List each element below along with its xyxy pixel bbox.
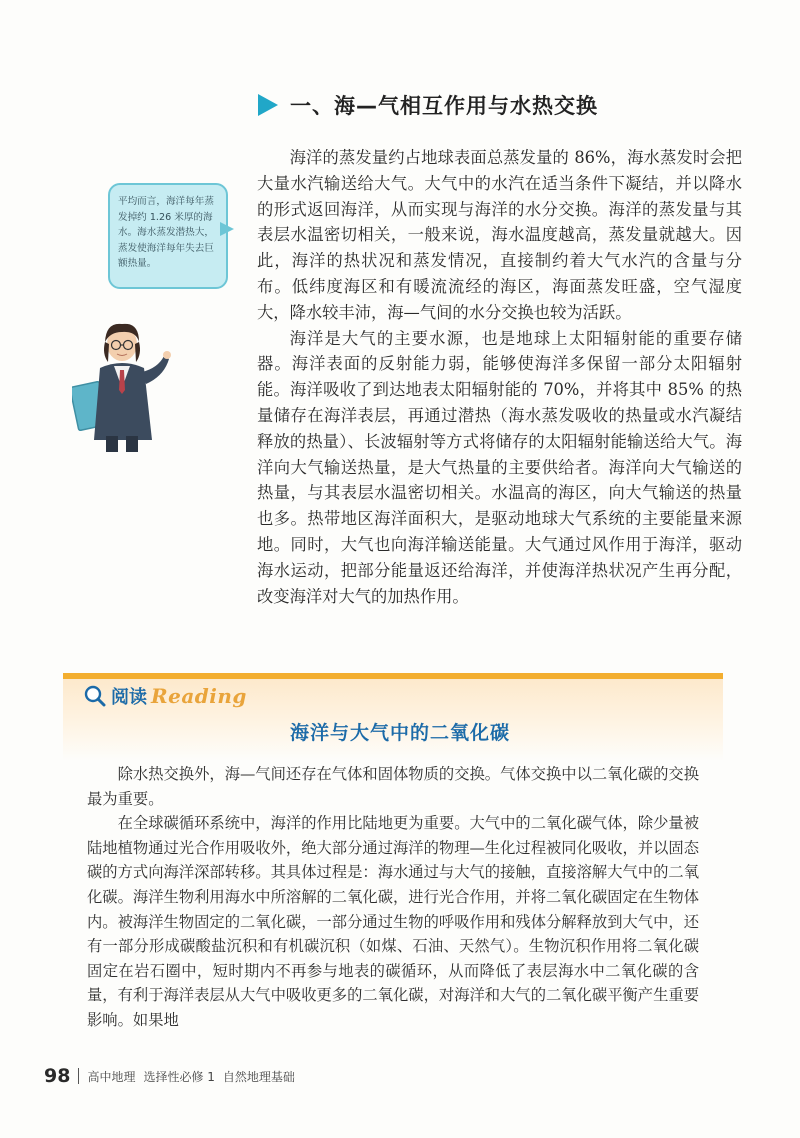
footer-divider: [78, 1068, 79, 1084]
reading-paragraph-1: 除水热交换外，海—气间还存在气体和固体物质的交换。气体交换中以二氧化碳的交换最为重要。: [87, 765, 699, 808]
magnifier-icon: [84, 685, 106, 707]
section-title: 一、海—气相互作用与水热交换: [290, 94, 598, 118]
reading-text: [87, 762, 699, 1033]
teacher-illustration: [72, 312, 172, 452]
section-heading: [258, 90, 598, 120]
sidebar-note-bubble: [108, 183, 228, 289]
footer-volume: 选择性必修 1: [143, 1069, 215, 1084]
reading-title: 海洋与大气中的二氧化碳: [289, 722, 510, 744]
page-number: 98: [44, 1065, 71, 1087]
reading-label-en: Reading: [151, 684, 247, 708]
page-footer: [44, 1065, 295, 1087]
triangle-marker-icon: [258, 94, 278, 116]
body-text: [257, 145, 742, 609]
sidebar-note-text: 平均而言，海洋每年蒸发掉约 1.26 米厚的海水。海水蒸发潜热大，蒸发使海洋每年失去巨额热量。: [118, 196, 214, 270]
footer-book: 高中地理: [87, 1069, 136, 1084]
reading-paragraph-2: 在全球碳循环系统中，海洋的作用比陆地更为重要。大气中的二氧化碳气体，除少量被陆地植物通过光合作用吸收外，绝大部分通过海洋的物理—生化过程被同化吸收，并以固态碳的方式向海洋深部转移。其具体过程是：海水通过与大气的接触，直接溶解大气中的二氧化碳。海洋生物利用海水中所溶解的二氧化碳，进行光合作用，并将二氧化碳固定在生物体内。被海洋生物固定的二氧化碳，一部分通过生物的呼吸作用和残体分解释放到大气中，还有一部分形成碳酸盐沉积和有机碳沉积（如煤、石油、天然气）。生物沉积作用将二氧化碳固定在岩石圈中，短时期内不再参与地表的碳循环，从而降低了表层海水中二氧化碳的含量，有利于海洋表层从大气中吸收更多的二氧化碳，对海洋和大气的二氧化碳平衡产生重要影响。如果地: [87, 814, 699, 1029]
reading-label: [84, 683, 247, 709]
body-paragraph-1: 海洋的蒸发量约占地球表面总蒸发量的 86%，海水蒸发时会把大量水汽输送给大气。大气中的水汽在适当条件下凝结，并以降水的形式返回海洋，从而实现与海洋的水分交换。海洋的蒸发量与其表层水温密切相关，一般来说，海水温度越高，蒸发量就越大。因此，海洋的热状况和蒸发情况，直接制约着大气水汽的含量与分布。低纬度海区和有暖流流经的海区，海面蒸发旺盛，空气湿度大，降水较丰沛，海—气间的水分交换也较为活跃。: [257, 148, 742, 322]
bubble-tail: [220, 222, 234, 236]
footer-subject: 自然地理基础: [222, 1069, 295, 1084]
reading-label-cn: 阅读: [111, 687, 147, 708]
body-paragraph-2: 海洋是大气的主要水源，也是地球上太阳辐射能的重要存储器。海洋表面的反射能力弱，能够使海洋多保留一部分太阳辐射能。海洋吸收了到达地表太阳辐射能的 70%，并将其中 85% 的热量储存在海洋表层，再通过潜热（海水蒸发吸收的热量或水汽凝结释放的热量）、长波辐射等方式将储存的太阳辐射能输送给大气。海洋向大气输送热量，是大气热量的主要供给者。海洋向大气输送的热量，与其表层水温密切相关。水温高的海区，向大气输送的热量也多。热带地区海洋面积大，是驱动地球大气系统的主要能量来源地。同时，大气也向海洋输送能量。大气通过风作用于海洋，驱动海水运动，把部分能量返还给海洋，并使海洋热状况产生再分配，改变海洋对大气的加热作用。: [257, 328, 742, 606]
